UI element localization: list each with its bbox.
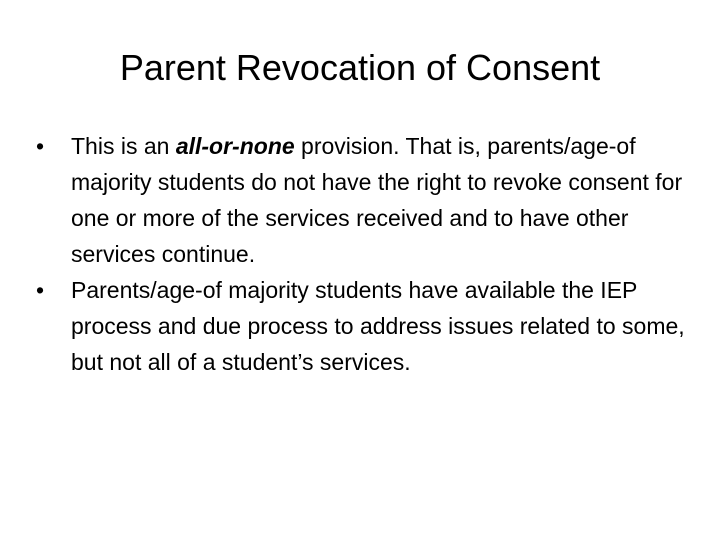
slide-title: Parent Revocation of Consent — [119, 47, 601, 88]
bullet-item-all-or-none — [36, 128, 686, 272]
bullet-item-iep-process — [36, 272, 686, 380]
bullet-icon: • — [36, 133, 45, 159]
bullet-text-after: provision. That is, parents/age-of majority students do not have the right to revoke consent for one or more of the services received and to have other services continue. — [71, 133, 683, 267]
bullet-list — [36, 128, 686, 380]
bullet-emphasis: all-or-none — [175, 133, 295, 159]
bullet-text — [71, 133, 682, 267]
bullet-text: Parents/age-of majority students have available the IEP process and due process to address issues related to some, but not all of a student’s services. — [71, 277, 685, 375]
bullet-text-before: This is an — [71, 133, 176, 159]
bullet-icon: • — [36, 277, 45, 303]
